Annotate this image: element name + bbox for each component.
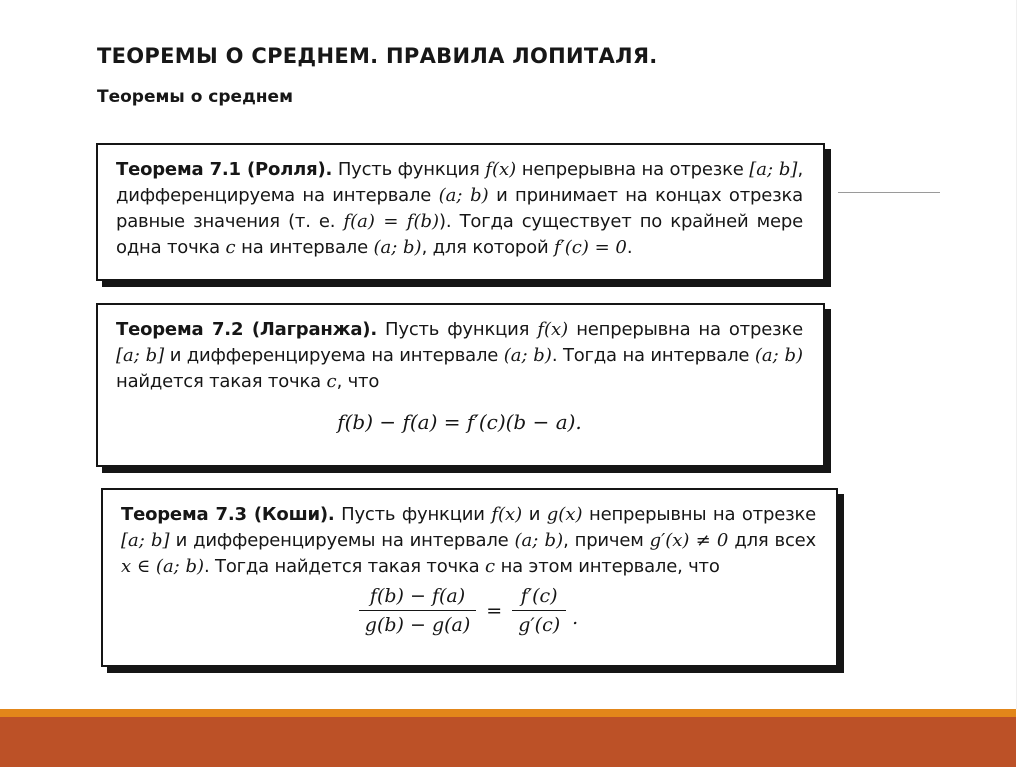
equals-sign: =: [486, 599, 503, 622]
theorem-cauchy-text: [121, 502, 816, 580]
bottom-accent-stripe: [0, 709, 1016, 717]
theorem-rolle-text: [116, 157, 803, 261]
equation-period: .: [572, 606, 579, 629]
lagrange-equation: f(b) − f(a) = f′(c)(b − a).: [337, 410, 582, 434]
scan-edge-line: [1016, 0, 1017, 709]
cauchy-lhs-fraction: [359, 584, 476, 637]
theorem-rolle-body: Пусть функция f(x) непрерывна на отрезке [a; b], дифференцируема на интервале (a; b) и принимает на концах отрезка равные значения (т. е. f(a) = f(b)). Тогда существует по крайней мере одна точка c на интервале (a; b), для которой f′(c) = 0.: [116, 159, 803, 258]
theorem-lagrange-text: [116, 317, 803, 395]
theorem-cauchy-name: Теорема 7.3 (Коши).: [121, 504, 335, 525]
cauchy-lhs-denominator: g(b) − g(a): [359, 610, 476, 637]
theorem-box-cauchy: [101, 488, 838, 667]
slide-subtitle: Теоремы о среднем: [97, 87, 293, 107]
theorem-box-rolle: [96, 143, 825, 281]
theorem-cauchy-body: Пусть функции f(x) и g(x) непрерывны на отрезке [a; b] и дифференцируемы на интервале (a; b), причем g′(x) ≠ 0 для всех x ∈ (a; b). Тогда найдется такая точка c на этом интервале, что: [121, 504, 816, 577]
decorative-separator-line: [838, 192, 940, 193]
cauchy-rhs-numerator: f′(c): [520, 585, 558, 607]
cauchy-equation: [121, 584, 816, 637]
theorem-rolle-name: Теорема 7.1 (Ролля).: [116, 159, 333, 180]
cauchy-rhs-denominator: g′(c): [512, 610, 566, 637]
theorem-box-lagrange: [96, 303, 825, 467]
theorem-lagrange-body: Пусть функция f(x) непрерывна на отрезке [a; b] и дифференцируема на интервале (a; b). Тогда на интервале (a; b) найдется такая точка c, что: [116, 319, 803, 392]
bottom-accent-band: [0, 717, 1016, 767]
slide-title: ТЕОРЕМЫ О СРЕДНЕМ. ПРАВИЛА ЛОПИТАЛЯ.: [97, 44, 658, 68]
cauchy-lhs-numerator: f(b) − f(a): [369, 585, 466, 607]
theorem-lagrange-name: Теорема 7.2 (Лагранжа).: [116, 319, 377, 340]
cauchy-rhs-fraction: [512, 584, 566, 637]
